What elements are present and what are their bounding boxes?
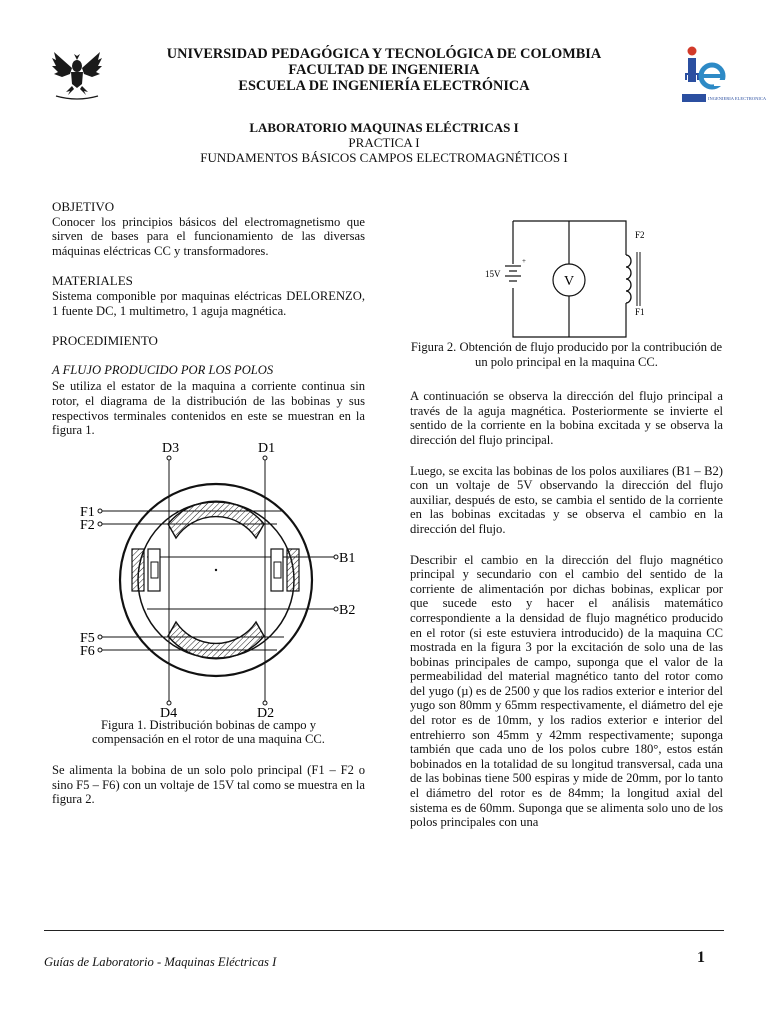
left-column (52, 200, 365, 807)
paragraph-1: A continuación se observa la dirección del flujo principal a través de la aguja magnética. Posteriormente se invierte el sentido de la corriente en la bobina excitada y se observa la dirección del flujo principal. (410, 389, 723, 447)
practice-topic: FUNDAMENTOS BÁSICOS CAMPOS ELECTROMAGNÉTICOS I (200, 150, 568, 165)
section-a-heading: A FLUJO PRODUCIDO POR LOS POLOS (52, 362, 274, 377)
materiales-heading: MATERIALES (52, 273, 133, 289)
stator-diagram (52, 438, 365, 721)
procedimiento-heading: PROCEDIMIENTO (52, 333, 158, 349)
materiales-text: Sistema componible por maquinas eléctricas DELORENZO, 1 fuente DC, 1 multimetro, 1 aguja magnética. (52, 288, 365, 318)
school-name: ESCUELA DE INGENIERÍA ELECTRÓNICA (238, 78, 530, 94)
paragraph-3: Describir el cambio en la dirección del flujo magnético principal y secundario con el cambio del sentido de la corriente de alimentación por dichas bobinas, explicar por que sucede esto y hacer el análisis matemático correspondiente a la densidad de flujo magnético producido en el rotor (si este estuviera introducido) de la maquina CC mostrada en la figura 3 por la excitación de solo una de las bobinas principales de campo, suponga que el valor de la permeabilidad del material magnético tanto del rotor como del yugo (µ) es de 2500 y que los radios exterior e interior del yugo son 80mm y 65mm respectivamente, el diámetro del eje del rotor es de 10mm, y los radios exterior e interior del entrehierro son 45mm y 42mm respectivamente; suponga también que cada uno de los polos cubre 180°, estos están bobinados en la totalidad de su longitud transversal, cada una de las bobinas tiene 500 espiras y mide de 20mm, por lo tanto el diámetro del rotor es de 84mm; la longitud axial del sistema es de 60mm. Suponga que se alimenta solo uno de los polos principales con una (410, 552, 723, 830)
institution-header (0, 46, 768, 94)
coil-f2-label: F2 (635, 230, 645, 240)
figure-1-caption: Figura 1. Distribución bobinas de campo y compensación en el rotor de una maquina CC. (92, 717, 325, 747)
coil-f1-label: F1 (635, 307, 645, 317)
label-d1: D1 (258, 440, 276, 456)
figure-2 (410, 200, 723, 340)
faculty-name: FACULTAD DE INGENIERIA (288, 62, 480, 78)
logo-caption: INGENIERIA ELECTRONICA (708, 96, 767, 101)
figure-1 (52, 438, 365, 721)
section-a-text: Se utiliza el estator de la maquina a corriente continua sin rotor, el diagrama de la distribución de las bobinas y sus respectivos terminales contenidos en este se muestran en la figura 1. (52, 379, 365, 438)
label-f6: F6 (80, 643, 95, 659)
label-b1: B1 (339, 550, 356, 566)
label-d3: D3 (162, 440, 180, 456)
footer-text: Guías de Laboratorio - Maquinas Eléctricas I (44, 955, 277, 969)
svg-text:+: + (522, 257, 526, 265)
label-b2: B2 (339, 602, 356, 618)
label-d4: D4 (160, 705, 178, 721)
lab-title: LABORATORIO MAQUINAS ELÉCTRICAS I (249, 120, 519, 135)
university-name: UNIVERSIDAD PEDAGÓGICA Y TECNOLÓGICA DE COLOMBIA (166, 46, 602, 62)
figure-2-caption: Figura 2. Obtención de flujo producido por la contribución de un polo principal en la maquina CC. (410, 340, 723, 369)
source-voltage-label: 15V (485, 269, 501, 279)
footer-divider (44, 930, 724, 931)
label-f2: F2 (80, 517, 95, 533)
label-d2: D2 (257, 705, 275, 721)
meter-symbol: V (564, 274, 575, 289)
document-titles (0, 120, 768, 165)
paragraph-2: Luego, se excita las bobinas de los polos auxiliares (B1 – B2) con un voltaje de 5V observando la dirección del flujo auxiliar, después de esto, se cambia el sentido de la corriente en las bobinas excitadas y se observa el cambio en la dirección del flujo. (410, 463, 723, 536)
page-number: 1 (697, 949, 705, 966)
right-column (410, 200, 723, 830)
practice-number: PRACTICA I (348, 135, 420, 150)
circuit-diagram (410, 200, 723, 340)
label-f5: F5 (80, 630, 95, 646)
objetivo-text: Conocer los principios básicos del electromagnetismo que sirven de bases para el funcionamiento de las diversas máquinas eléctricas CC y transformadores. (52, 214, 365, 258)
label-f1: F1 (80, 504, 95, 520)
after-figure-1-text: Se alimenta la bobina de un solo polo principal (F1 – F2 o sino F5 – F6) con un voltaje de 15V tal como se muestra en la figura 2. (52, 762, 365, 807)
objetivo-heading: OBJETIVO (52, 199, 115, 214)
